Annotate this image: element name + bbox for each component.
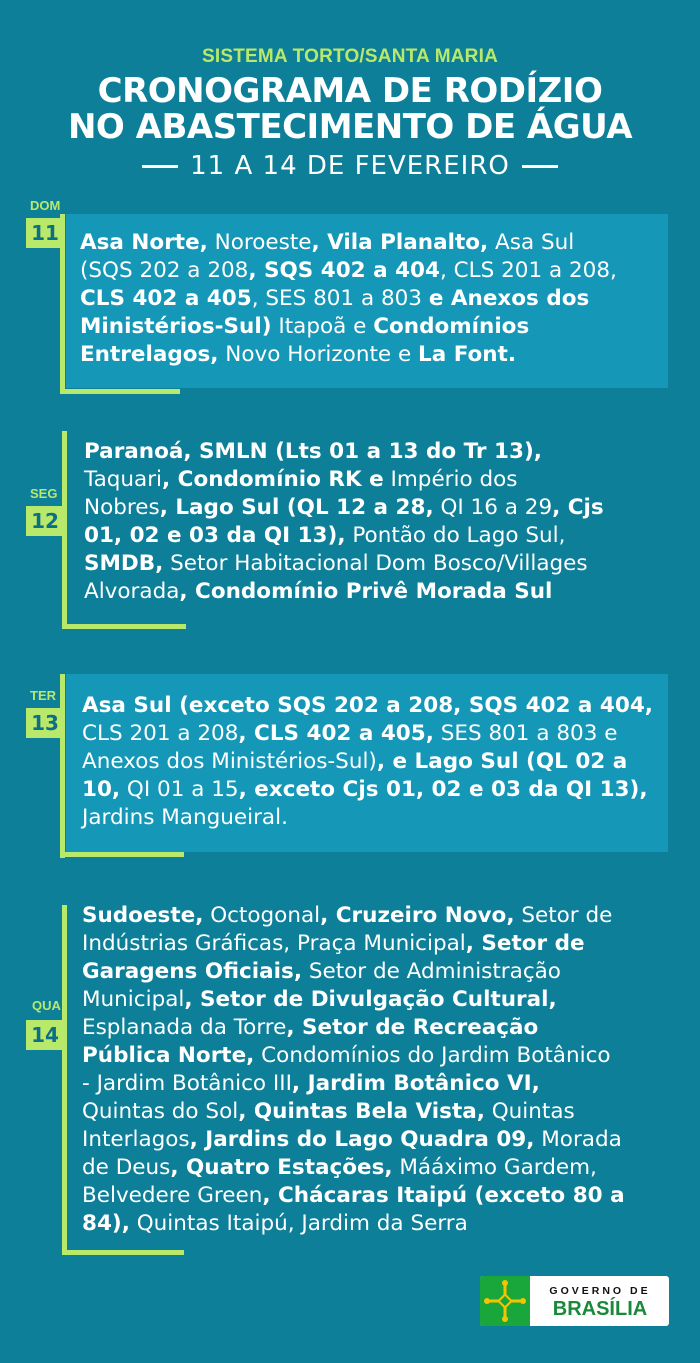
area-name: Setor de Administração <box>302 959 561 984</box>
date-range-text: 11 A 14 DE FEVEREIRO <box>190 151 510 181</box>
area-name: Octogonal <box>203 903 321 928</box>
area-name-bold: Asa Norte, <box>80 230 208 255</box>
area-name-bold: , exceto Cjs 01, 02 e 03 da QI 13), <box>238 777 648 802</box>
dash-left <box>142 165 178 168</box>
dash-right <box>522 165 558 168</box>
area-name-bold: Condomínios <box>373 314 530 339</box>
area-name: Jardins Mangueiral. <box>82 805 288 830</box>
area-line <box>80 341 660 369</box>
day-areas-text <box>82 902 682 1238</box>
day-abbr: QUA <box>32 998 61 1013</box>
area-name-bold: , Cjs <box>552 495 604 520</box>
title-line-1: CRONOGRAMA DE RODÍZIO <box>97 71 603 111</box>
area-name-bold: , Cruzeiro Novo, <box>320 903 515 928</box>
area-name: Quintas Itaipú, Jardim da Serra <box>129 1211 468 1236</box>
area-name-bold: Paranoá, SMLN (Lts 01 a 13 do Tr 13), <box>84 439 542 464</box>
area-line <box>82 1126 682 1154</box>
area-name-bold: Garagens Oficiais, <box>82 959 302 984</box>
area-name-bold: Pública Norte, <box>82 1043 255 1068</box>
area-name-bold: , Quatro Estações, <box>170 1155 393 1180</box>
area-name-bold: 01, 02 e 03 da QI 13), <box>84 523 346 548</box>
area-line <box>82 1154 682 1182</box>
area-line <box>80 257 660 285</box>
area-line <box>82 1042 682 1070</box>
area-name-bold: Entrelagos, <box>80 342 219 367</box>
day-number: 11 <box>26 218 64 248</box>
area-name: SES 801 a 803 e <box>433 721 618 746</box>
area-line <box>82 1210 682 1238</box>
area-name: - Jardim Botânico III <box>82 1071 292 1096</box>
area-name: Indústrias Gráficas, Praça Municipal <box>82 931 466 956</box>
day-abbr: TER <box>30 688 56 703</box>
area-name: Taquari <box>84 467 163 492</box>
area-name-bold: Ministérios-Sul) <box>80 314 272 339</box>
area-name-bold: e Anexos dos <box>428 286 590 311</box>
area-name-bold: 84), <box>82 1211 130 1236</box>
bracket-vertical <box>60 674 65 858</box>
title-line-2: NO ABASTECIMENTO DE ÁGUA <box>67 107 633 147</box>
area-name: (SQS 202 a 208 <box>80 258 249 283</box>
area-name: Setor Habitacional Dom Bosco/Villages <box>163 551 588 576</box>
day-number: 13 <box>26 708 64 738</box>
area-name: CLS 201 a 208 <box>82 721 239 746</box>
area-name-bold: La Font. <box>418 342 517 367</box>
area-line <box>84 522 674 550</box>
area-line <box>82 986 682 1014</box>
area-name: Novo Horizonte e <box>218 342 419 367</box>
bracket-horizontal <box>62 1250 184 1255</box>
day-number: 12 <box>26 506 64 536</box>
area-name: Nobres <box>84 495 160 520</box>
area-line <box>82 776 666 804</box>
area-name: Municipal <box>82 987 185 1012</box>
area-line <box>82 720 666 748</box>
area-name-bold: Asa Sul (exceto SQS 202 a 208, SQS 402 a 404, <box>82 693 653 718</box>
area-name: Mááximo Gardem, <box>392 1155 597 1180</box>
area-line <box>82 1098 682 1126</box>
area-line <box>82 958 682 986</box>
area-name: de Deus <box>82 1155 171 1180</box>
area-line <box>80 313 660 341</box>
bracket-vertical <box>62 905 67 1255</box>
area-name: Asa Sul <box>488 230 575 255</box>
area-name: Noroeste <box>207 230 312 255</box>
area-line <box>84 466 674 494</box>
area-name-bold: , Jardim Botânico VI, <box>291 1071 540 1096</box>
day-areas-text <box>80 229 660 369</box>
area-name-bold: , CLS 402 a 405, <box>238 721 434 746</box>
area-line <box>82 1014 682 1042</box>
area-name-bold: , Lago Sul (QL 12 a 28, <box>159 495 434 520</box>
day-areas-text <box>82 692 666 832</box>
area-name: Império dos <box>383 467 518 492</box>
area-name: Anexos dos Ministérios-Sul) <box>82 749 377 774</box>
area-line <box>82 930 682 958</box>
area-name-bold: , Quintas Bela Vista, <box>238 1099 485 1124</box>
area-line <box>84 550 674 578</box>
area-name-bold: , SQS 402 a 404 <box>248 258 440 283</box>
area-name: Condomínios do Jardim Botânico <box>254 1043 611 1068</box>
area-name: Itapoã e <box>271 314 374 339</box>
area-name-bold: , Condomínio Privê Morada Sul <box>179 579 553 604</box>
day-abbr: DOM <box>30 198 61 213</box>
day-areas-text <box>84 438 674 606</box>
area-name: Belvedere Green <box>82 1183 263 1208</box>
logo-bottom-text: BRASÍLIA <box>552 1298 648 1320</box>
area-name: Pontão do Lago Sul, <box>345 523 566 548</box>
area-line <box>84 438 674 466</box>
area-name-bold: , Setor de Recreação <box>286 1015 539 1040</box>
area-name-bold: , <box>311 230 320 255</box>
brasilia-cross-icon <box>480 1276 530 1326</box>
area-name-bold: , e Lago Sul (QL 02 a <box>376 749 628 774</box>
bracket-horizontal <box>60 389 180 394</box>
area-line <box>80 285 660 313</box>
area-name: Morada <box>534 1127 622 1152</box>
area-name-bold: CLS 402 a 405 <box>80 286 252 311</box>
area-name: Alvorada <box>84 579 180 604</box>
date-range <box>0 150 700 182</box>
bracket-horizontal <box>62 624 186 629</box>
area-name: QI 16 a 29 <box>433 495 553 520</box>
area-name: , SES 801 a 803 <box>251 286 429 311</box>
area-name-bold: Sudoeste, <box>82 903 204 928</box>
area-name-bold: 10, <box>82 777 121 802</box>
gdf-logo <box>480 1276 669 1326</box>
area-name-bold: Vila Planalto, <box>319 230 489 255</box>
area-line <box>82 748 666 776</box>
area-line <box>84 494 674 522</box>
area-name-bold: , Chácaras Itaipú (exceto 80 a <box>262 1183 625 1208</box>
day-abbr: SEG <box>30 486 58 501</box>
area-name-bold: SMDB, <box>84 551 164 576</box>
area-name: Quintas do Sol <box>82 1099 239 1124</box>
area-line <box>82 1182 682 1210</box>
area-name-bold: , Condomínio RK e <box>162 467 384 492</box>
area-name: Setor de <box>514 903 613 928</box>
area-name-bold: , Setor de Divulgação Cultural, <box>184 987 557 1012</box>
area-name: QI 01 a 15 <box>120 777 239 802</box>
area-name: Interlagos <box>82 1127 190 1152</box>
area-line <box>82 1070 682 1098</box>
area-name-bold: , Setor de <box>465 931 585 956</box>
area-name: , CLS 201 a 208, <box>439 258 617 283</box>
area-line <box>82 804 666 832</box>
system-subtitle: SISTEMA TORTO/SANTA MARIA <box>202 46 498 67</box>
area-name-bold: , Jardins do Lago Quadra 09, <box>189 1127 535 1152</box>
day-number: 14 <box>26 1020 64 1050</box>
area-line <box>80 229 660 257</box>
area-line <box>82 692 666 720</box>
area-line <box>84 578 674 606</box>
area-name: Esplanada da Torre <box>82 1015 287 1040</box>
logo-top-text: GOVERNO DE <box>549 1285 651 1297</box>
page-title <box>0 73 700 145</box>
area-line <box>82 902 682 930</box>
area-name: Quintas <box>484 1099 575 1124</box>
bracket-horizontal <box>60 852 184 857</box>
